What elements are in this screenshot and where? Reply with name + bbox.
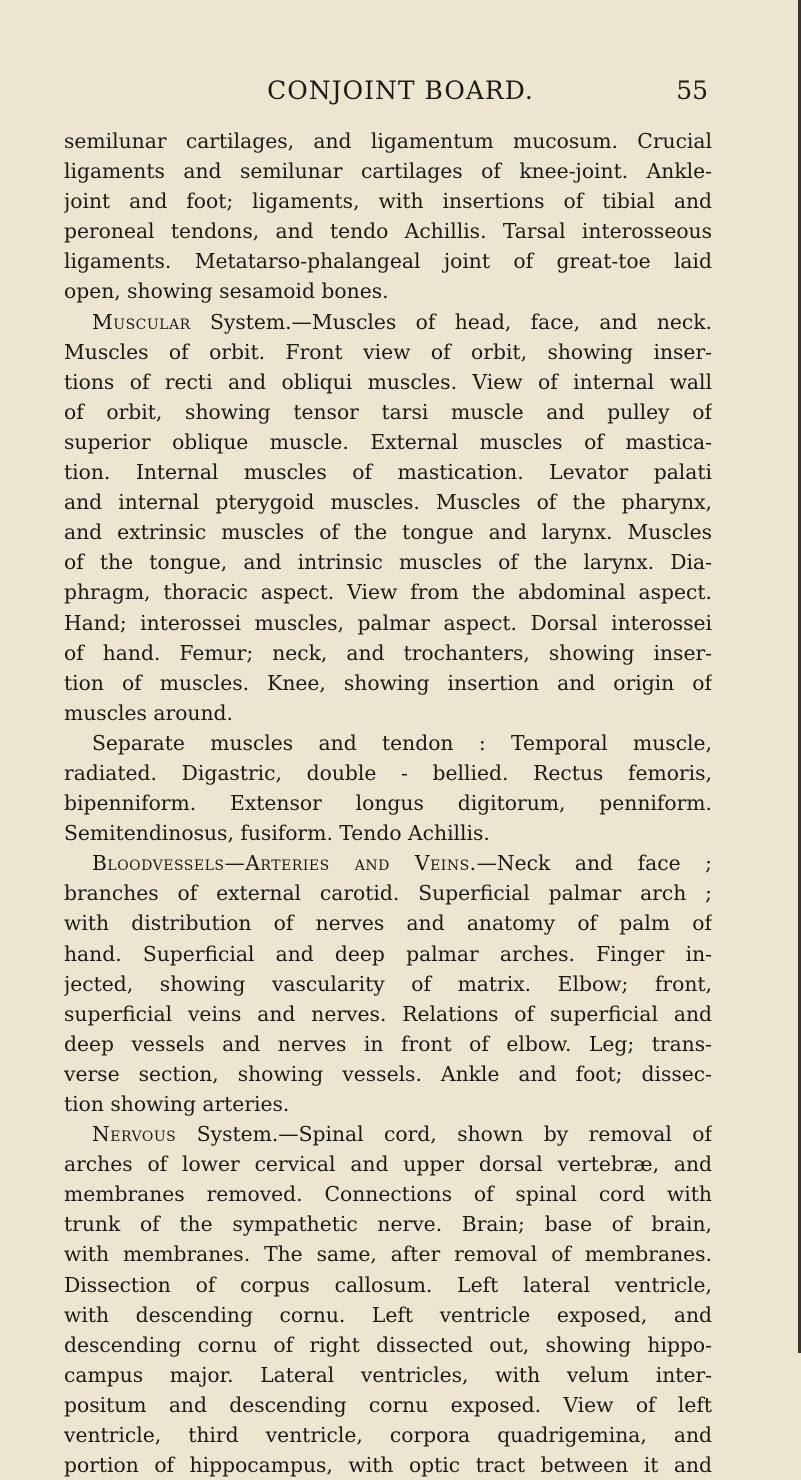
text-line: radiated. Digastric, double - bellied. Rectus femoris,	[64, 760, 712, 785]
text-line	[64, 1119, 712, 1149]
text-line: trunk of the sympathetic nerve. Brain; base of brain,	[64, 1212, 712, 1237]
text-line: ligaments. Metatarso-phalangeal joint of great-toe laid	[64, 249, 712, 274]
text-line: tion showing arteries.	[64, 1092, 290, 1116]
text-run: —Neck and face ;	[476, 851, 712, 876]
text-line: open, showing sesamoid bones.	[64, 279, 389, 304]
text-line: ligaments and semilunar cartilages of knee-joint. Ankle-	[64, 159, 712, 184]
text-line: with descending cornu. Left ventricle exposed, and	[64, 1302, 712, 1327]
text-line: and internal pterygoid muscles. Muscles of the pharynx,	[64, 490, 712, 515]
text-line: membranes removed. Connections of spinal cord with	[64, 1182, 712, 1207]
text-line: ventricle, third ventricle, corpora quadrigemina, and	[64, 1423, 712, 1448]
text-line: positum and descending cornu exposed. View of left	[64, 1392, 712, 1417]
text-line: campus major. Lateral ventricles, with velum inter-	[64, 1362, 712, 1387]
text-line: superficial veins and nerves. Relations of superficial and	[64, 1001, 712, 1026]
text-line	[64, 307, 712, 337]
text-line: portion of hippocampus, with optic tract between it and	[64, 1453, 712, 1478]
text-run: System.—Muscles of head, face, and neck.	[209, 309, 712, 334]
text-line: Hand; interossei muscles, palmar aspect. Dorsal interossei	[64, 610, 712, 635]
text-line: deep vessels and nerves in front of elbow. Leg; trans-	[64, 1031, 712, 1056]
text-line: hand. Superficial and deep palmar arches. Finger in-	[64, 941, 712, 966]
text-line: superior oblique muscle. External muscles of mastica-	[64, 429, 712, 454]
text-line: peroneal tendons, and tendo Achillis. Tarsal interosseous	[64, 219, 712, 244]
text-line: arches of lower cervical and upper dorsal vertebræ, and	[64, 1152, 712, 1177]
body-text	[64, 126, 712, 1480]
page-number: 55	[676, 76, 708, 105]
text-line: semilunar cartilages, and ligamentum mucosum. Crucial	[64, 129, 712, 153]
text-line: jected, showing vascularity of matrix. Elbow; front,	[64, 971, 712, 996]
page-title: CONJOINT BOARD.	[267, 76, 534, 105]
section-heading-nervous: Nervous	[92, 1122, 177, 1147]
section-heading-muscular: Muscular	[92, 309, 191, 334]
text-line: Separate muscles and tendon : Temporal muscle,	[92, 730, 712, 755]
running-head	[0, 76, 801, 112]
text-line: of the tongue, and intrinsic muscles of the larynx. Dia-	[64, 550, 712, 575]
text-line: muscles around.	[64, 700, 233, 725]
section-heading-bloodvessels: Bloodvessels—Arteries and Veins.	[92, 851, 477, 876]
text-line: Dissection of corpus callosum. Left lateral ventricle,	[64, 1272, 712, 1297]
text-line: bipenniform. Extensor longus digitorum, penniform.	[64, 791, 712, 816]
text-line: with distribution of nerves and anatomy of palm of	[64, 911, 712, 936]
text-line	[64, 848, 712, 878]
text-line: verse section, showing vessels. Ankle and foot; dissec-	[64, 1061, 712, 1086]
text-line: of hand. Femur; neck, and trochanters, showing inser-	[64, 640, 712, 665]
text-line: and extrinsic muscles of the tongue and larynx. Muscles	[64, 520, 712, 545]
text-line: Semitendinosus, fusiform. Tendo Achillis.	[64, 821, 490, 846]
text-run: System.—Spinal cord, shown by removal of	[196, 1122, 712, 1147]
text-line: tion of muscles. Knee, showing insertion and origin of	[64, 670, 712, 695]
text-line: tion. Internal muscles of mastication. Levator palati	[64, 460, 712, 485]
text-line: Muscles of orbit. Front view of orbit, showing inser-	[64, 339, 712, 364]
text-line: phragm, thoracic aspect. View from the abdominal aspect.	[64, 580, 712, 605]
text-line: descending cornu of right dissected out, showing hippo-	[64, 1332, 712, 1357]
text-line: tions of recti and obliqui muscles. View of internal wall	[64, 369, 712, 394]
text-line: branches of external carotid. Superficial palmar arch ;	[64, 881, 712, 906]
text-line: joint and foot; ligaments, with insertions of tibial and	[64, 189, 712, 214]
text-line: of orbit, showing tensor tarsi muscle and pulley of	[64, 399, 712, 424]
text-line: with membranes. The same, after removal of membranes.	[64, 1242, 712, 1267]
